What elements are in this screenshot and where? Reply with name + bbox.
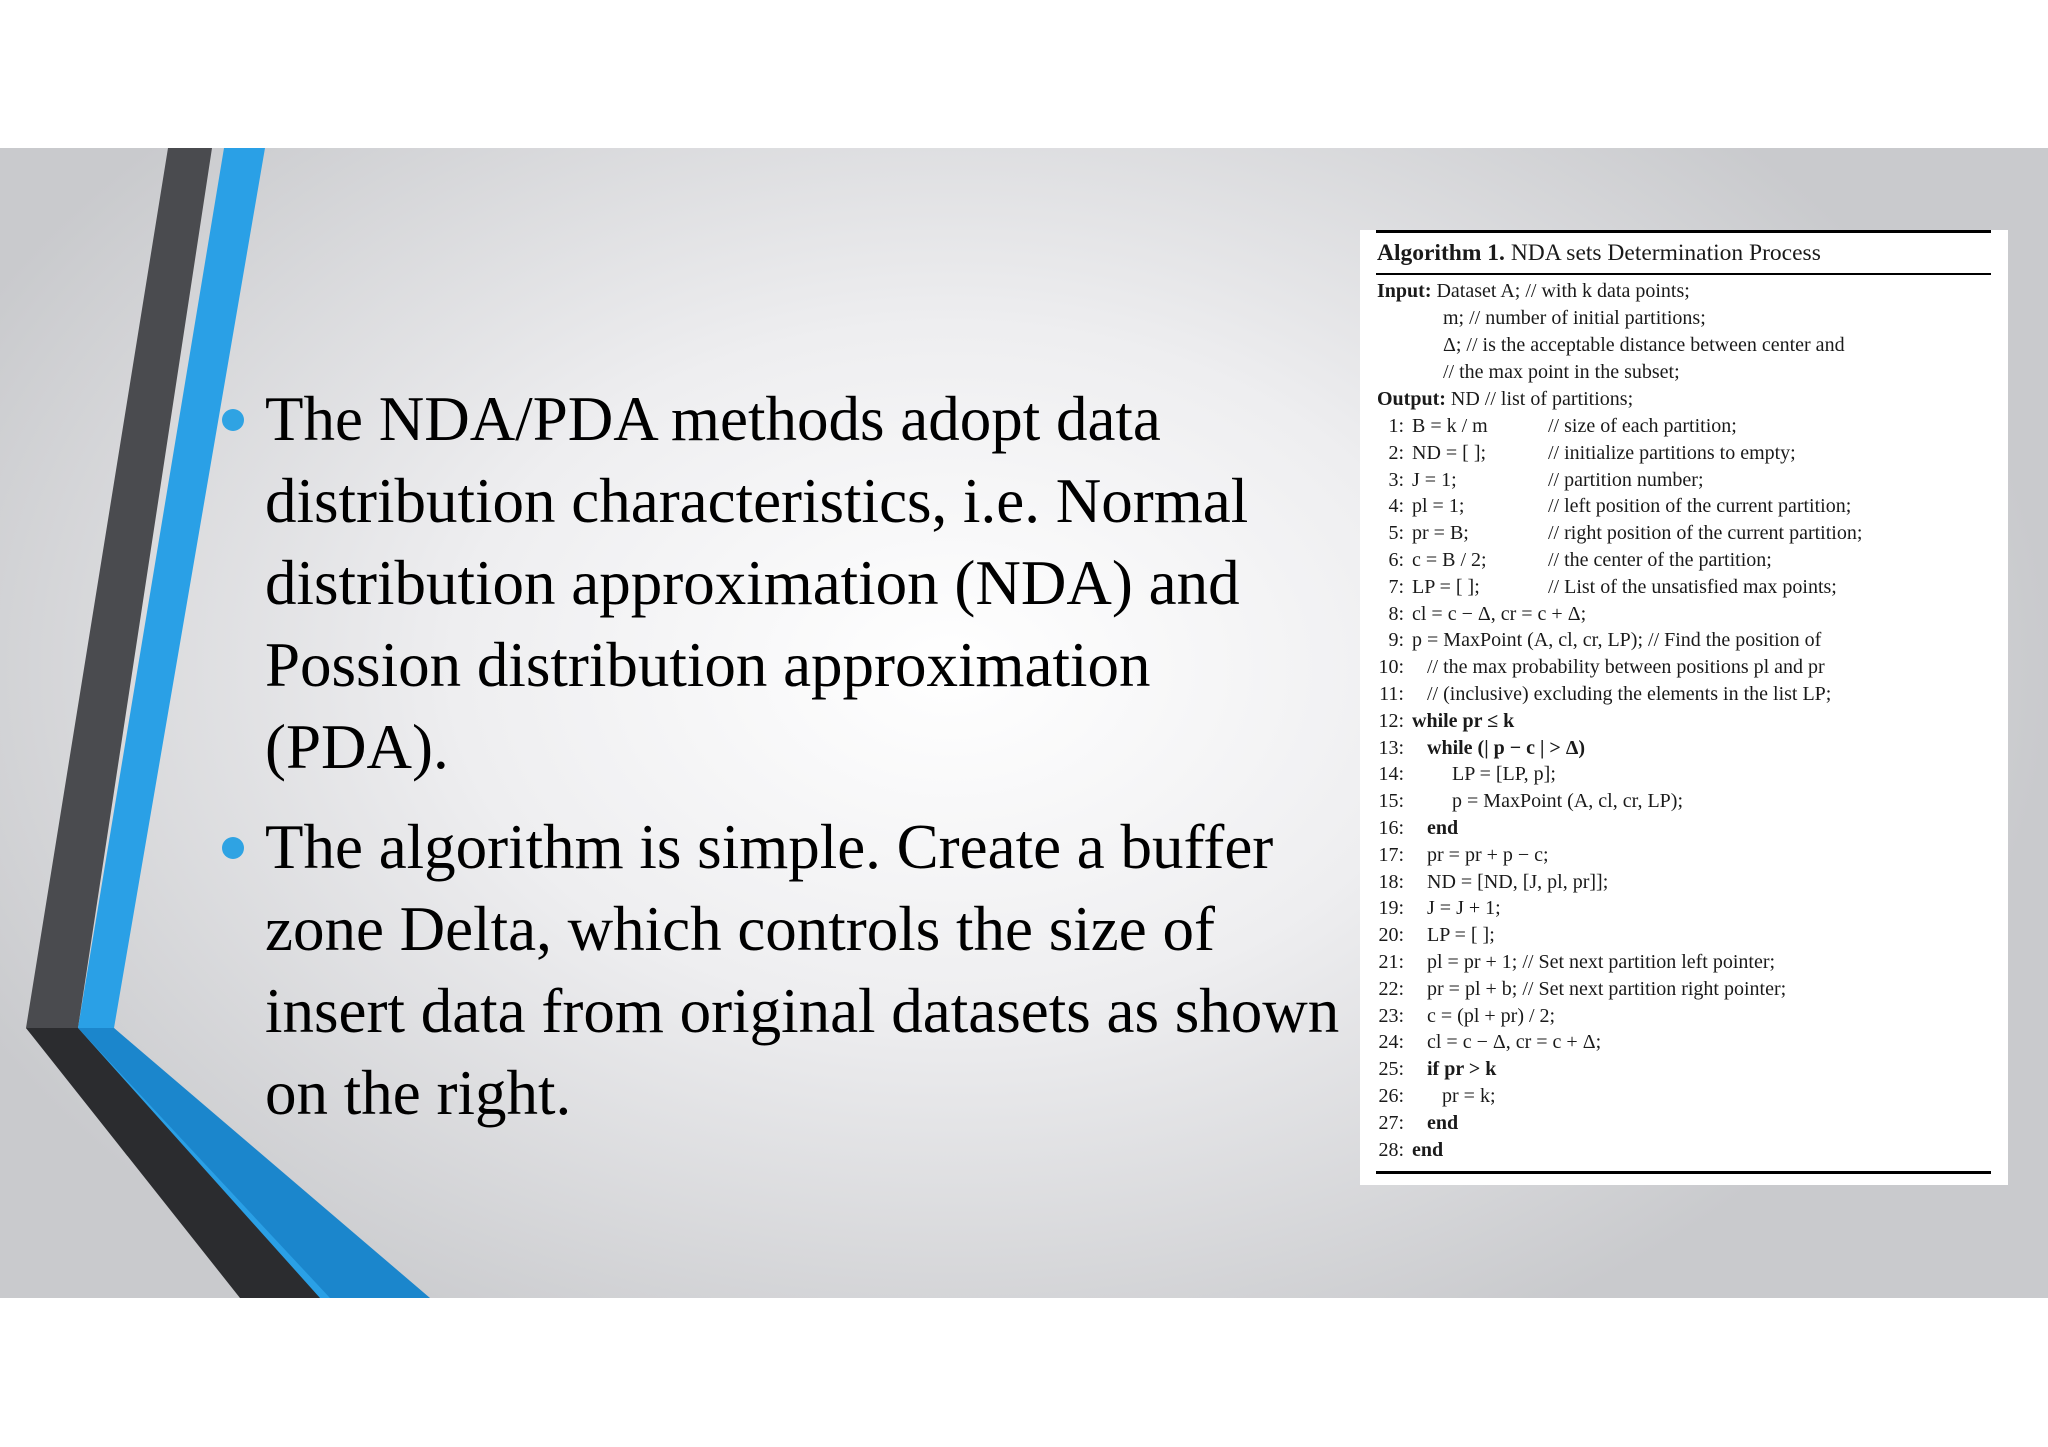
line-number: 24: [1378,1031,1404,1054]
algorithm-line [1370,1112,1458,1134]
line-number: 19: [1378,897,1404,920]
line-number: 4: [1388,495,1404,518]
slide [0,148,2048,1298]
algorithm-line [1370,763,1556,785]
algorithm-line [1370,871,1608,893]
algorithm-line [1370,549,1772,571]
line-code: LP = [ ]; [1412,924,1495,947]
bullet-text: The NDA/PDA methods adopt data distribution characteristics, i.e. Normal distribution approximation (NDA) and Possion distribution approximation (PDA). [265,384,1249,782]
line-number: 11: [1379,683,1404,705]
line-code: while pr ≤ k [1412,709,1515,732]
algorithm-line [1370,978,1786,1000]
algorithm-line [1370,415,1737,437]
algorithm-line [1370,844,1549,866]
algorithm-line [1370,656,1825,678]
input-text: Dataset A; // with k data points; [1436,280,1690,302]
bullet-dot [222,409,244,431]
line-number: 9: [1388,629,1404,652]
line-number: 10: [1378,656,1404,679]
algorithm-line [1370,737,1585,759]
line-number: 13: [1378,736,1404,759]
line-number: 7: [1388,575,1404,598]
algorithm-line [1370,924,1495,946]
line-code: // the max probability between positions pl and pr [1412,656,1825,679]
line-code: // (inclusive) excluding the elements in the list LP; [1412,683,1832,705]
input-label: Input: [1377,280,1432,302]
line-comment: // initialize partitions to empty; [1548,441,1796,464]
algorithm-line [1370,1005,1555,1027]
bullet-item [210,378,1340,788]
top-rule [1376,230,1991,233]
line-number: 28: [1378,1138,1404,1161]
line-number: 5: [1388,522,1404,545]
line-code: ND = [ ]; [1412,441,1487,464]
algorithm-line [1370,897,1501,919]
line-code: LP = [LP, p]; [1412,763,1556,786]
input-line: m; // number of initial partitions; [1443,307,1706,329]
line-code: while (| p − c | > Δ) [1412,736,1586,759]
line-comment: // right position of the current partition; [1548,522,1863,545]
output-text: ND // list of partitions; [1450,388,1634,410]
input-line: // the max point in the subset; [1443,361,1680,383]
line-comment: // left position of the current partition; [1548,495,1852,518]
line-number: 17: [1378,843,1404,866]
line-code: p = MaxPoint (A, cl, cr, LP); // Find the position of [1412,629,1822,652]
output-line [1377,388,1633,410]
algorithm-line [1370,575,1837,598]
algorithm-box [1360,230,2008,1185]
algorithm-line [1370,629,1821,651]
line-number: 12: [1378,709,1404,732]
line-number: 8: [1388,602,1404,625]
algorithm-line [1370,603,1586,625]
line-comment: // List of the unsatisfied max points; [1548,575,1837,598]
line-code: pl = 1; [1412,495,1465,518]
line-number: 1: [1388,415,1404,437]
line-code: end [1412,817,1459,839]
line-number: 3: [1388,468,1404,491]
line-code: cl = c − Δ, cr = c + Δ; [1412,1031,1602,1054]
line-comment: // size of each partition; [1548,415,1737,437]
input-line: Δ; // is the acceptable distance between center and [1443,334,1845,356]
algorithm-line [1370,1085,1496,1107]
line-number: 2: [1388,441,1404,464]
line-number: 25: [1378,1058,1404,1081]
line-number: 20: [1378,924,1404,947]
bullet-text: The algorithm is simple. Create a buffer zone Delta, which controls the size of insert data from original datasets as shown on the right. [265,812,1340,1128]
algorithm-line [1370,441,1796,464]
line-number: 16: [1378,817,1404,839]
algorithm-line [1370,522,1863,545]
algorithm-title [1377,240,1821,267]
bottom-rule [1376,1171,1991,1174]
line-code: J = J + 1; [1412,897,1501,920]
line-number: 6: [1388,549,1404,571]
line-number: 26: [1378,1085,1404,1107]
algorithm-line [1370,817,1458,839]
algorithm-title-label: Algorithm 1. [1377,240,1505,266]
bullet-item [210,806,1340,1134]
algorithm-title-text: NDA sets Determination Process [1510,240,1821,266]
line-code: LP = [ ]; [1412,575,1480,598]
algorithm-line [1370,1058,1496,1080]
algorithm-line [1370,683,1831,705]
algorithm-line [1370,1031,1601,1053]
line-code: pr = k; [1412,1085,1496,1107]
line-comment: // partition number; [1548,468,1704,491]
algorithm-line [1370,790,1683,812]
bullet-dot [222,837,244,859]
line-code: pr = B; [1412,522,1469,545]
line-number: 22: [1378,977,1404,1000]
line-number: 23: [1378,1004,1404,1027]
line-code: end [1412,1138,1444,1161]
line-code: end [1412,1111,1459,1134]
line-code: p = MaxPoint (A, cl, cr, LP); [1412,790,1684,813]
line-code: c = B / 2; [1412,549,1487,571]
line-code: B = k / m [1412,415,1488,437]
line-number: 21: [1378,951,1404,973]
algorithm-line [1370,1139,1443,1161]
algorithm-line [1370,495,1852,518]
bullet-list [210,378,1340,1152]
line-number: 14: [1378,763,1404,786]
line-number: 18: [1378,870,1404,893]
title-rule [1376,273,1991,275]
algorithm-line [1370,468,1704,491]
algorithm-line [1370,951,1775,973]
line-code: if pr > k [1412,1058,1497,1081]
line-code: cl = c − Δ, cr = c + Δ; [1412,602,1587,625]
algorithm-line [1370,710,1514,732]
line-code: ND = [ND, [J, pl, pr]]; [1412,870,1609,893]
line-code: pl = pr + 1; // Set next partition left pointer; [1412,951,1776,973]
line-code: J = 1; [1412,468,1457,491]
line-code: c = (pl + pr) / 2; [1412,1004,1556,1027]
line-comment: // the center of the partition; [1548,549,1772,571]
output-label: Output: [1377,388,1446,410]
line-code: pr = pl + b; // Set next partition right pointer; [1412,977,1787,1000]
input-line [1377,280,1690,302]
line-number: 15: [1378,790,1404,813]
line-number: 27: [1378,1111,1404,1134]
line-code: pr = pr + p − c; [1412,843,1549,866]
